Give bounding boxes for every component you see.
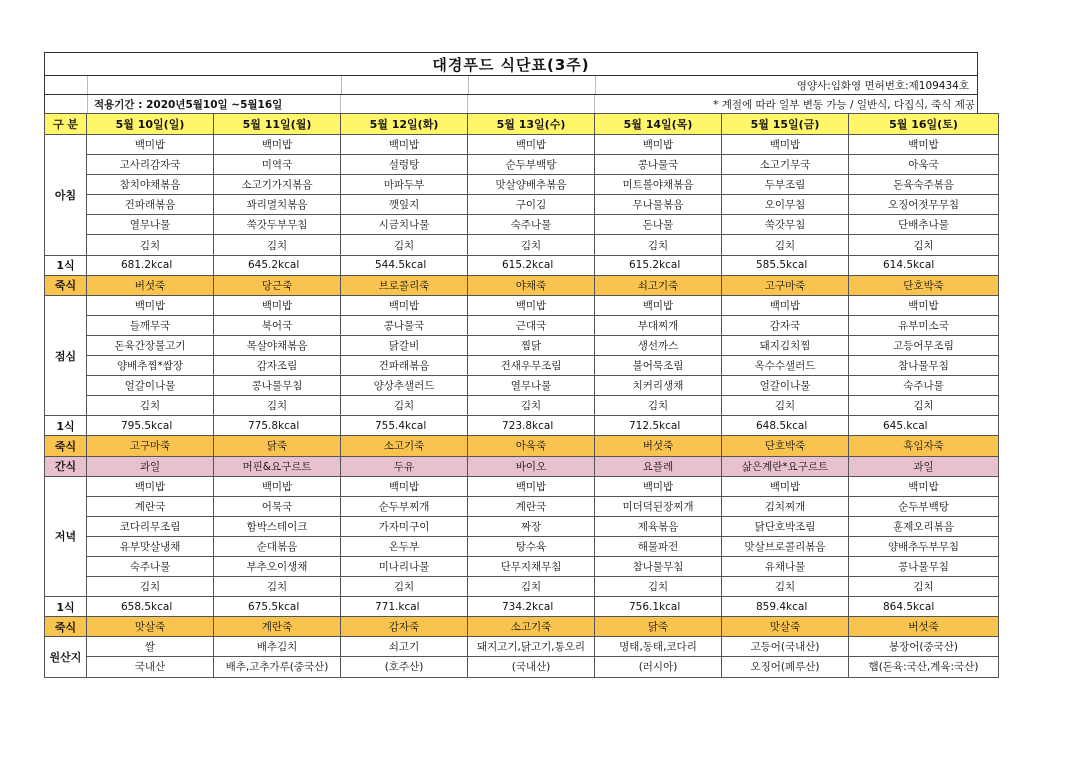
menu-item: 백미밥	[849, 295, 999, 315]
menu-item: 백미밥	[214, 295, 341, 315]
menu-item: 설렁탕	[341, 155, 468, 175]
menu-item: 부대찌개	[595, 315, 722, 335]
menu-sheet	[44, 52, 978, 678]
menu-item: 참나물무침	[849, 356, 999, 376]
menu-item: 단배추나물	[849, 215, 999, 235]
menu-item: 김치	[214, 577, 341, 597]
menu-item: 김치	[849, 235, 999, 255]
menu-item: 미트볼야채볶음	[595, 175, 722, 195]
origin-item: 햄(돈육:국산,계육:국산)	[849, 657, 999, 677]
menu-item: 백미밥	[595, 135, 722, 155]
menu-item: 숙주나물	[849, 376, 999, 396]
breakfast-porridge-row	[45, 275, 999, 295]
dinner-kcal-row	[45, 597, 999, 617]
kcal-value: 614.5kcal	[849, 255, 999, 275]
snack-label: 간식	[45, 456, 87, 476]
lunch-row	[45, 315, 999, 335]
menu-item: 꽈리멸치볶음	[214, 195, 341, 215]
menu-item: 무나물볶음	[595, 195, 722, 215]
menu-item: 백미밥	[595, 476, 722, 496]
dietitian-info: 영양사:임화영 면허번호:제109434호	[796, 79, 969, 92]
origin-item: 배추김치	[214, 637, 341, 657]
menu-item: 백미밥	[468, 135, 595, 155]
lunch-row	[45, 376, 999, 396]
kcal-label: 1식	[45, 597, 87, 617]
dinner-row	[45, 516, 999, 536]
menu-item: 열무나물	[87, 215, 214, 235]
porridge-item: 브로콜리죽	[341, 275, 468, 295]
porridge-item: 맛살죽	[722, 617, 849, 637]
menu-item: 돈육간장불고기	[87, 335, 214, 355]
origin-item: 국내산	[87, 657, 214, 677]
day-header: 5월 10일(일)	[87, 114, 214, 135]
menu-item: 구이김	[468, 195, 595, 215]
kcal-value: 648.5kcal	[722, 416, 849, 436]
menu-item: 유부맛살냉채	[87, 536, 214, 556]
origin-item: 쇠고기	[341, 637, 468, 657]
origin-item: 쌀	[87, 637, 214, 657]
porridge-item: 버섯죽	[595, 436, 722, 456]
origin-item: (호주산)	[341, 657, 468, 677]
menu-item: 백미밥	[468, 476, 595, 496]
kcal-value: 544.5kcal	[341, 255, 468, 275]
kcal-label: 1식	[45, 255, 87, 275]
menu-item: 김치	[595, 396, 722, 416]
kcal-value: 723.8kcal	[468, 416, 595, 436]
menu-item: 생선까스	[595, 335, 722, 355]
kcal-value: 795.5kcal	[87, 416, 214, 436]
menu-item: 미더덕된장찌개	[595, 496, 722, 516]
menu-item: 어묵국	[214, 496, 341, 516]
menu-item: 백미밥	[341, 135, 468, 155]
snack-item: 머핀&요구르트	[214, 456, 341, 476]
menu-item: 돈나물	[595, 215, 722, 235]
dinner-row	[45, 476, 999, 496]
menu-item: 김치	[468, 577, 595, 597]
menu-item: 김치	[849, 396, 999, 416]
snack-item: 두유	[341, 456, 468, 476]
snack-item: 삶은계란*요구르트	[722, 456, 849, 476]
menu-item: 옥수수샐러드	[722, 356, 849, 376]
menu-item: 백미밥	[87, 295, 214, 315]
menu-item: 소고기무국	[722, 155, 849, 175]
dietitian-row	[44, 75, 978, 94]
snack-item: 과일	[87, 456, 214, 476]
menu-item: 백미밥	[87, 135, 214, 155]
lunch-row	[45, 295, 999, 315]
porridge-item: 닭죽	[214, 436, 341, 456]
kcal-value: 864.5kcal	[849, 597, 999, 617]
menu-table	[44, 113, 999, 678]
menu-item: 부추오이생채	[214, 556, 341, 576]
menu-item: 건파래볶음	[341, 356, 468, 376]
day-header: 5월 13일(수)	[468, 114, 595, 135]
menu-item: 훈제오리볶음	[849, 516, 999, 536]
menu-item: 순두부백탕	[468, 155, 595, 175]
menu-item: 가자미구이	[341, 516, 468, 536]
menu-item: 돼지김치찜	[722, 335, 849, 355]
menu-item: 맛살양배추볶음	[468, 175, 595, 195]
menu-item: 온두부	[341, 536, 468, 556]
menu-item: 김치	[722, 577, 849, 597]
menu-item: 목살야채볶음	[214, 335, 341, 355]
menu-item: 백미밥	[87, 476, 214, 496]
day-header: 5월 12일(화)	[341, 114, 468, 135]
menu-item: 제육볶음	[595, 516, 722, 536]
lunch-row	[45, 396, 999, 416]
dinner-porridge-row	[45, 617, 999, 637]
menu-item: 김치	[849, 577, 999, 597]
menu-item: 콩나물무침	[214, 376, 341, 396]
menu-item: 얼갈이나물	[87, 376, 214, 396]
kcal-value: 675.5kcal	[214, 597, 341, 617]
kcal-value: 645.2kcal	[214, 255, 341, 275]
porridge-item: 감자죽	[341, 617, 468, 637]
origin-item: 돼지고기,닭고기,통오리	[468, 637, 595, 657]
menu-item: 맛살브로콜리볶음	[722, 536, 849, 556]
menu-item: 백미밥	[722, 295, 849, 315]
menu-item: 탕수육	[468, 536, 595, 556]
menu-item: 백미밥	[468, 295, 595, 315]
menu-item: 불어묵조림	[595, 356, 722, 376]
menu-item: 함박스테이크	[214, 516, 341, 536]
origin-item: (러시아)	[595, 657, 722, 677]
menu-item: 시금치나물	[341, 215, 468, 235]
period-info: 적용기간 : 2020년5월10일 ~5월16일	[88, 95, 341, 113]
menu-item: 순대볶음	[214, 536, 341, 556]
page-title: 대경푸드 식단표(3주)	[44, 52, 978, 75]
menu-item: 콩나물국	[595, 155, 722, 175]
kcal-value: 756.1kcal	[595, 597, 722, 617]
breakfast-kcal-row	[45, 255, 999, 275]
menu-item: 계란국	[87, 496, 214, 516]
menu-item: 건새우무조림	[468, 356, 595, 376]
breakfast-label: 아침	[45, 135, 87, 256]
kcal-value: 615.2kcal	[595, 255, 722, 275]
porridge-item: 소고기죽	[468, 617, 595, 637]
menu-item: 닭갈비	[341, 335, 468, 355]
breakfast-row	[45, 155, 999, 175]
menu-item: 순두부찌개	[341, 496, 468, 516]
menu-item: 김치	[341, 396, 468, 416]
porridge-item: 계란죽	[214, 617, 341, 637]
menu-item: 건파래볶음	[87, 195, 214, 215]
menu-item: 감자국	[722, 315, 849, 335]
menu-item: 찜닭	[468, 335, 595, 355]
porridge-label: 죽식	[45, 436, 87, 456]
menu-item: 열무나물	[468, 376, 595, 396]
menu-item: 고사리감자국	[87, 155, 214, 175]
menu-item: 미나리나물	[341, 556, 468, 576]
breakfast-row	[45, 195, 999, 215]
lunch-porridge-row	[45, 436, 999, 456]
period-row	[44, 94, 978, 113]
origin-item: 배추,고추가루(중국산)	[214, 657, 341, 677]
kcal-value: 771.kcal	[341, 597, 468, 617]
menu-item: 양배추두부무침	[849, 536, 999, 556]
menu-item: 김치	[722, 235, 849, 255]
kcal-value: 712.5kcal	[595, 416, 722, 436]
day-header: 5월 14일(목)	[595, 114, 722, 135]
menu-item: 치커리생채	[595, 376, 722, 396]
menu-item: 김치	[87, 235, 214, 255]
porridge-item: 버섯죽	[849, 617, 999, 637]
menu-item: 김치	[214, 235, 341, 255]
menu-item: 김치	[341, 577, 468, 597]
porridge-item: 닭죽	[595, 617, 722, 637]
menu-item: 얼갈이나물	[722, 376, 849, 396]
origin-item: (국내산)	[468, 657, 595, 677]
menu-item: 계란국	[468, 496, 595, 516]
breakfast-row	[45, 235, 999, 255]
snack-item: 바이오	[468, 456, 595, 476]
menu-item: 감자조림	[214, 356, 341, 376]
menu-item: 쑥갓무침	[722, 215, 849, 235]
menu-item: 김치찌개	[722, 496, 849, 516]
menu-item: 닭단호박조림	[722, 516, 849, 536]
snack-item: 과일	[849, 456, 999, 476]
porridge-label: 죽식	[45, 275, 87, 295]
dinner-row	[45, 536, 999, 556]
menu-item: 유부미소국	[849, 315, 999, 335]
menu-item: 참치야채볶음	[87, 175, 214, 195]
menu-item: 김치	[87, 577, 214, 597]
menu-item: 백미밥	[595, 295, 722, 315]
menu-item: 해물파전	[595, 536, 722, 556]
porridge-item: 소고기죽	[341, 436, 468, 456]
menu-item: 미역국	[214, 155, 341, 175]
porridge-item: 야채죽	[468, 275, 595, 295]
dinner-row	[45, 556, 999, 576]
breakfast-row	[45, 175, 999, 195]
kcal-label: 1식	[45, 416, 87, 436]
lunch-label: 점심	[45, 295, 87, 416]
menu-item: 오징어젓무무침	[849, 195, 999, 215]
origin-item: 고등어(국내산)	[722, 637, 849, 657]
menu-item: 순두부백탕	[849, 496, 999, 516]
notice: * 계절에 따라 일부 변동 가능 / 일반식, 다집식, 죽식 제공	[713, 98, 975, 111]
menu-item: 콩나물무침	[849, 556, 999, 576]
lunch-row	[45, 356, 999, 376]
menu-item: 쑥갓두부무침	[214, 215, 341, 235]
menu-item: 백미밥	[341, 476, 468, 496]
menu-item: 오이무침	[722, 195, 849, 215]
porridge-item: 고구마죽	[722, 275, 849, 295]
menu-item: 마파두부	[341, 175, 468, 195]
menu-item: 아욱국	[849, 155, 999, 175]
menu-item: 소고기가지볶음	[214, 175, 341, 195]
origin-item: 봉장어(중국산)	[849, 637, 999, 657]
menu-item: 북어국	[214, 315, 341, 335]
origin-item: 오징어(페루산)	[722, 657, 849, 677]
porridge-item: 쇠고기죽	[595, 275, 722, 295]
lunch-row	[45, 335, 999, 355]
kcal-value: 755.4kcal	[341, 416, 468, 436]
header-label: 구 분	[45, 114, 87, 135]
menu-item: 근대국	[468, 315, 595, 335]
porridge-item: 당근죽	[214, 275, 341, 295]
menu-item: 고등어무조림	[849, 335, 999, 355]
menu-item: 백미밥	[849, 476, 999, 496]
porridge-item: 고구마죽	[87, 436, 214, 456]
menu-item: 백미밥	[214, 476, 341, 496]
menu-item: 들깨무국	[87, 315, 214, 335]
menu-item: 김치	[214, 396, 341, 416]
menu-item: 김치	[468, 396, 595, 416]
menu-item: 김치	[468, 235, 595, 255]
menu-item: 김치	[722, 396, 849, 416]
menu-item: 백미밥	[849, 135, 999, 155]
lunch-kcal-row	[45, 416, 999, 436]
porridge-label: 죽식	[45, 617, 87, 637]
kcal-value: 775.8kcal	[214, 416, 341, 436]
kcal-value: 658.5kcal	[87, 597, 214, 617]
porridge-item: 맛살죽	[87, 617, 214, 637]
dinner-row	[45, 577, 999, 597]
menu-item: 단무지채무침	[468, 556, 595, 576]
day-header: 5월 16일(토)	[849, 114, 999, 135]
menu-item: 코다리무조림	[87, 516, 214, 536]
day-header: 5월 11일(월)	[214, 114, 341, 135]
origin-row	[45, 657, 999, 677]
menu-item: 백미밥	[722, 135, 849, 155]
menu-item: 돈육숙주볶음	[849, 175, 999, 195]
menu-item: 김치	[341, 235, 468, 255]
day-header: 5월 15일(금)	[722, 114, 849, 135]
origin-item: 명태,동태,코다리	[595, 637, 722, 657]
menu-item: 콩나물국	[341, 315, 468, 335]
menu-item: 유채나물	[722, 556, 849, 576]
origin-label: 원산지	[45, 637, 87, 677]
porridge-item: 아욱죽	[468, 436, 595, 456]
menu-item: 백미밥	[214, 135, 341, 155]
menu-item: 참나물무침	[595, 556, 722, 576]
header-row	[45, 114, 999, 135]
kcal-value: 859.4kcal	[722, 597, 849, 617]
breakfast-row	[45, 215, 999, 235]
breakfast-row	[45, 135, 999, 155]
menu-item: 백미밥	[341, 295, 468, 315]
snack-row	[45, 456, 999, 476]
menu-item: 김치	[595, 235, 722, 255]
menu-item: 양배추찜*쌈장	[87, 356, 214, 376]
menu-item: 양상추샐러드	[341, 376, 468, 396]
dinner-row	[45, 496, 999, 516]
kcal-value: 615.2kcal	[468, 255, 595, 275]
dinner-label: 저녁	[45, 476, 87, 597]
porridge-item: 단호박죽	[722, 436, 849, 456]
kcal-value: 585.5kcal	[722, 255, 849, 275]
kcal-value: 645.kcal	[849, 416, 999, 436]
menu-item: 숙주나물	[87, 556, 214, 576]
menu-item: 짜장	[468, 516, 595, 536]
menu-item: 김치	[87, 396, 214, 416]
porridge-item: 버섯죽	[87, 275, 214, 295]
menu-item: 백미밥	[722, 476, 849, 496]
kcal-value: 681.2kcal	[87, 255, 214, 275]
porridge-item: 흑임자죽	[849, 436, 999, 456]
menu-item: 김치	[595, 577, 722, 597]
menu-item: 두부조림	[722, 175, 849, 195]
menu-item: 숙주나물	[468, 215, 595, 235]
origin-row	[45, 637, 999, 657]
menu-item: 깻잎지	[341, 195, 468, 215]
kcal-value: 734.2kcal	[468, 597, 595, 617]
snack-item: 요플레	[595, 456, 722, 476]
porridge-item: 단호박죽	[849, 275, 999, 295]
